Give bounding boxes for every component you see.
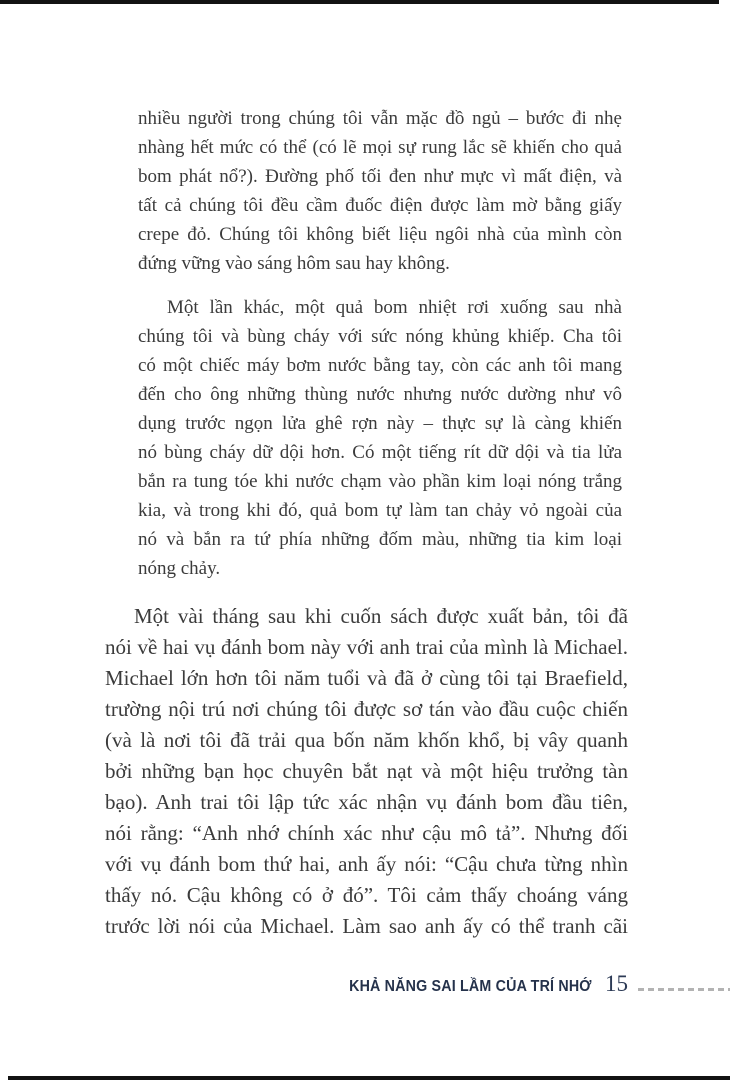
text-line: thấy nó. Cậu không có ở đó”. Tôi cảm thấy choáng váng: [105, 883, 628, 907]
text-line: đến cho ông những thùng nước nhưng nước dường như vô: [138, 384, 622, 405]
text-line: (và là nơi tôi đã trải qua bốn năm khốn khổ, bị vây quanh: [105, 728, 628, 752]
text-line: chúng tôi và bùng cháy với sức nóng khủng khiếp. Cha tôi: [138, 326, 622, 347]
running-title: KHẢ NĂNG SAI LẦM CỦA TRÍ NHỚ: [349, 978, 592, 995]
paragraph: [138, 104, 622, 278]
bottom-edge-bar: [8, 1076, 730, 1080]
body-text-block: [105, 601, 628, 942]
text-line: nó bùng cháy dữ dội hơn. Có một tiếng rít dữ dội và tia lửa: [138, 442, 622, 463]
text-line: nói về hai vụ đánh bom này với anh trai của mình là Michael.: [105, 635, 628, 659]
text-line: nhàng hết mức có thể (có lẽ mọi sự rung lắc sẽ khiến cho quả: [138, 137, 622, 158]
extract-quote-block: [138, 104, 622, 583]
text-line: bạo). Anh trai tôi lập tức xác nhận vụ đánh bom đầu tiên,: [105, 790, 628, 814]
text-line: kia, và trong khi đó, quả bom tự làm tan chảy vỏ ngoài của: [138, 500, 622, 521]
text-line: bom phát nổ?). Đường phố tối đen như mực vì mất điện, và: [138, 166, 622, 187]
text-line: bởi những bạn học chuyên bắt nạt và một hiệu trưởng tàn: [105, 759, 628, 783]
paragraph: [138, 293, 622, 583]
page-footer: [0, 971, 730, 997]
text-line: Một lần khác, một quả bom nhiệt rơi xuống sau nhà: [167, 297, 622, 318]
text-line: nó và bắn ra tứ phía những đốm màu, những tia kim loại: [138, 529, 622, 550]
text-line: đứng vững vào sáng hôm sau hay không.: [138, 253, 450, 274]
text-line: nóng chảy.: [138, 558, 221, 579]
text-line: nói rằng: “Anh nhớ chính xác như cậu mô tả”. Nhưng đối: [105, 821, 628, 845]
text-line: trường nội trú nơi chúng tôi được sơ tán vào đầu cuộc chiến: [105, 697, 628, 721]
text-line: dụng trước ngọn lửa ghê rợn này – thực sự là càng khiến: [138, 413, 622, 434]
text-line: có một chiếc máy bơm nước bằng tay, còn các anh tôi mang: [138, 355, 622, 376]
paragraph: [105, 601, 628, 942]
text-line: bắn ra tung tóe khi nước chạm vào phần kim loại nóng trắng: [138, 471, 622, 492]
text-line: nhiều người trong chúng tôi vẫn mặc đồ ngủ – bước đi nhẹ: [138, 108, 622, 129]
dashed-rule: [638, 988, 730, 991]
text-line: tất cả chúng tôi đều cầm đuốc điện được làm mờ bằng giấy: [138, 195, 622, 216]
text-line: crepe đỏ. Chúng tôi không biết liệu ngôi nhà của mình còn: [138, 224, 622, 245]
top-edge-bar: [0, 0, 719, 4]
text-line: với vụ đánh bom thứ hai, anh ấy nói: “Cậu chưa từng nhìn: [105, 852, 628, 876]
text-line: Một vài tháng sau khi cuốn sách được xuất bản, tôi đã: [134, 604, 628, 628]
page-number: 15: [605, 971, 628, 996]
text-line: trước lời nói của Michael. Làm sao anh ấy có thể tranh cãi: [105, 914, 628, 938]
text-line: Michael lớn hơn tôi năm tuổi và đã ở cùng tôi tại Braefield,: [105, 666, 628, 690]
